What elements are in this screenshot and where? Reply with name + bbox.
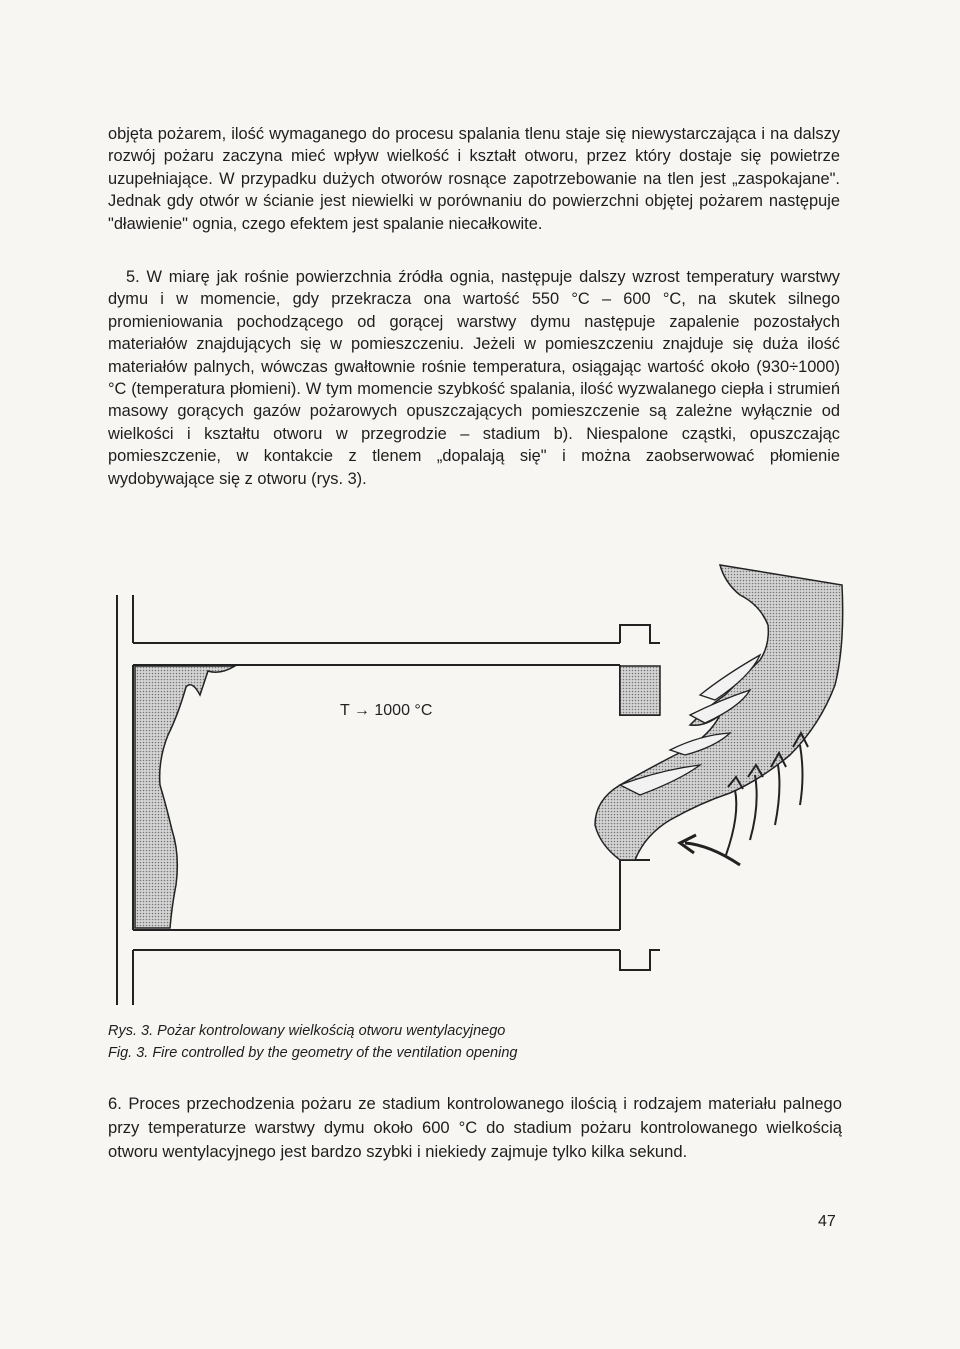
caption-polish: Rys. 3. Pożar kontrolowany wielkością otworu wentylacyjnego <box>108 1023 506 1039</box>
figure-fire-diagram <box>100 555 860 1015</box>
smoke-layer-opening <box>620 666 660 715</box>
paragraph-5: 5. W miarę jak rośnie powierzchnia źródła ognia, następuje dalszy wzrost temperatury warstwy dymu i w momencie, gdy przekracza ona wartość 550 °C – 600 °C, na skutek silnego promieniowania pochodzącego od gorącej warstwy dymu następuje zapalenie pozostałych materiałów znajdujących się w pomieszczeniu. Jeżeli w pomieszczeniu znajduje się duża ilość materiałów palnych, wówczas gwałtownie rośnie temperatura, osiągając wartość około (930÷1000)°C (temperatura płomieni). W tym momencie szybkość spalania, ilość wyzwalanego ciepła i strumień masowy gorących gazów pożarowych opuszczających pomieszczenie są zależne wyłącznie od wielkości i kształtu otworu w przegrodzie – stadium b). Niespalone cząstki, opuszczając pomieszczenie, w kontakcie z tlenem „dopalają się" i można zaobserwować płomienie wydobywające się z otworu (rys. 3). <box>108 268 840 488</box>
temperature-label: T → 1000 °C <box>340 702 433 719</box>
smoke-layer-left <box>135 666 235 928</box>
building-walls <box>117 595 660 1005</box>
caption-english: Fig. 3. Fire controlled by the geometry of the ventilation opening <box>108 1045 518 1061</box>
page-number: 47 <box>818 1213 836 1230</box>
paragraph-intro: objęta pożarem, ilość wymaganego do procesu spalania tlenu staje się niewystarczająca i na dalszy rozwój pożaru zaczyna mieć wpływ wielkość i kształt otworu, przez który dostaje się powietrze uzupełniające. W przypadku dużych otworów rosnące zapotrzebowanie na tlen jest „zaspokajane". Jednak gdy otwór w ścianie jest niewielki w porównaniu do powierzchni objętej pożarem następuje "dławienie" ognia, czego efektem jest spalanie niecałkowite. <box>108 125 840 233</box>
paragraph-6: 6. Proces przechodzenia pożaru ze stadium kontrolowanego ilością i rodzajem materiału palnego przy temperaturze warstwy dymu około 600 °C do stadium pożaru kontrolowanego wielkością otworu wentylacyjnego jest bardzo szybki i niekiedy zajmuje tylko kilka sekund. <box>108 1094 842 1161</box>
